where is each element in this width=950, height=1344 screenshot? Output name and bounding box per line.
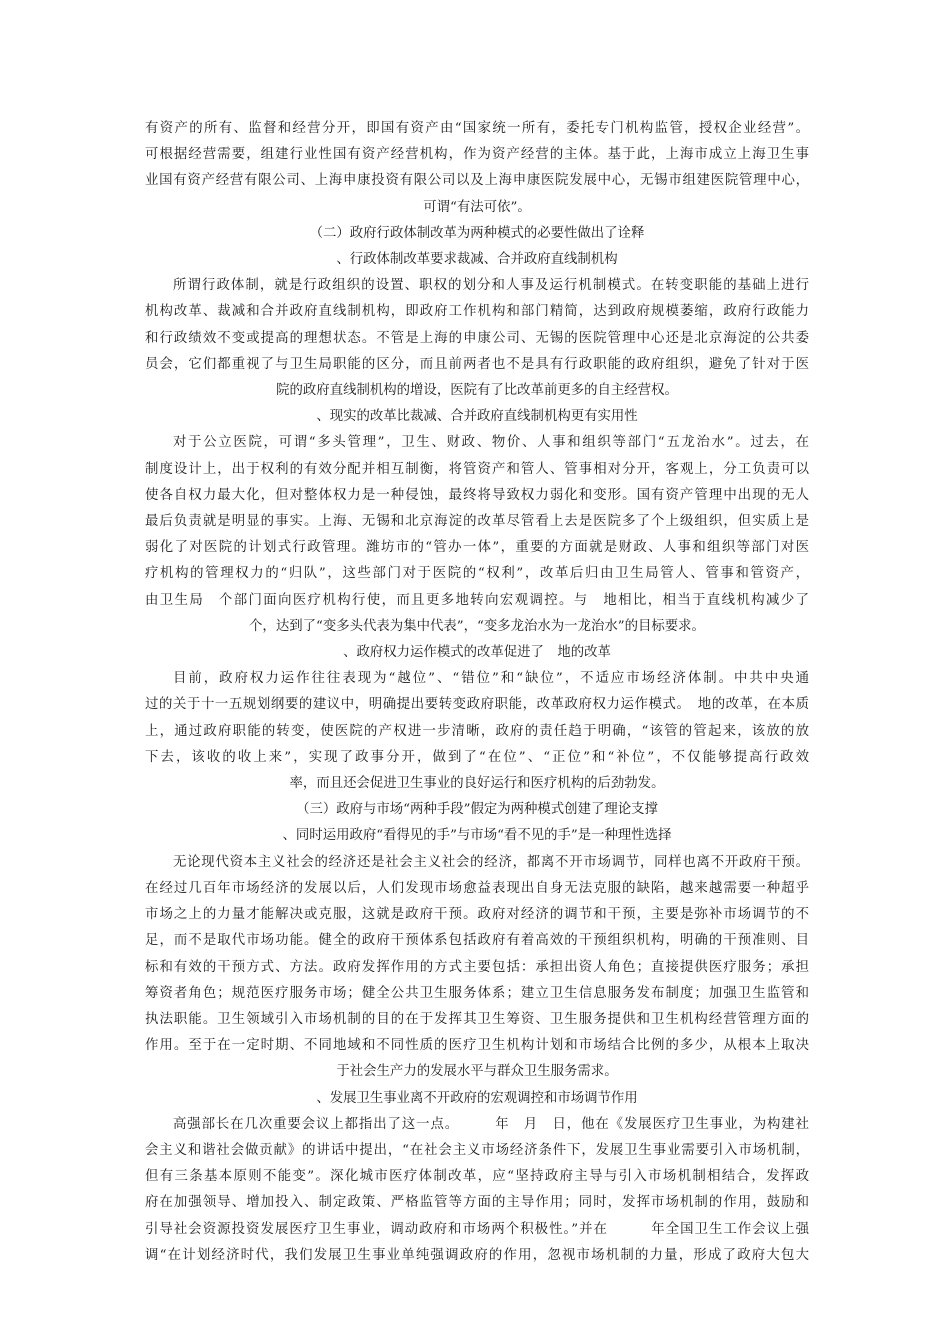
text-line: 无论现代资本主义社会的经济还是社会主义社会的经济，都离不开市场调节，同样也离不开政府干预。 <box>173 854 809 870</box>
text-line: 引导社会资源投资发展医疗卫生事业，调动政府和市场两个积极性。”并在 年全国卫生工作会议上强 <box>145 1221 809 1237</box>
text-line: 制度设计上，出于权利的有效分配并相互制衡，将管资产和管人、管事相对分开，客观上，分工负责可以 <box>145 461 809 477</box>
text-line: 率，而且还会促进卫生事业的良好运行和医疗机构的后劲勃发。 <box>289 776 665 792</box>
text-line: 所谓行政体制，就是行政组织的设置、职权的划分和人事及运行机制模式。在转变职能的基础上进行 <box>173 278 809 294</box>
section-heading: 、现实的改革比裁减、合并政府直线制机构更有实用性 <box>316 409 638 425</box>
text-line: 对于公立医院，可谓“多头管理”，卫生、财政、物价、人事和组织等部门“五龙治水”。过去，在 <box>173 435 809 451</box>
text-line: 高强部长在几次重要会议上都指出了这一点。 年 月 日，他在《发展医疗卫生事业，为构建社 <box>173 1116 809 1132</box>
text-line: 但有三条基本原则不能变”。深化城市医疗体制改革，应“坚持政府主导与引入市场机制相结合，发挥政 <box>145 1169 809 1185</box>
text-line: 足，而不是取代市场功能。健全的政府干预体系包括政府有着高效的干预组织机构，明确的干预准则、目 <box>145 933 809 949</box>
document-page <box>145 116 809 1269</box>
text-line: 由卫生局 个部门面向医疗机构行使，而且更多地转向宏观调控。与 地相比，相当于直线机构减少了 <box>145 592 809 608</box>
section-heading: （三）政府与市场“两种手段”假定为两种模式创建了理论支撑 <box>296 802 658 818</box>
section-heading: 、行政体制改革要求裁减、合并政府直线制机构 <box>336 252 618 268</box>
text-line: 过的关于十一五规划纲要的建议中，明确提出要转变政府职能，改革政府权力运作模式。 地的改革，在本质 <box>145 697 809 713</box>
text-line: 在经过几百年市场经济的发展以后，人们发现市场愈益表现出自身无法克服的缺陷，越来越需要一种超乎 <box>145 880 809 896</box>
text-line: 执法职能。卫生领域引入市场机制的目的在于发挥其卫生筹资、卫生服务提供和卫生机构经营管理方面的 <box>145 1011 809 1027</box>
paragraph <box>145 850 809 1086</box>
text-line: 标和有效的干预方式、方法。政府发挥作用的方式主要包括：承担出资人角色；直接提供医疗服务；承担 <box>145 959 809 975</box>
text-line: 个，达到了“变多头代表为集中代表”，“变多龙治水为一龙治水”的目标要求。 <box>249 618 705 634</box>
text-line: 院的政府直线制机构的增设，医院有了比改革前更多的自主经营权。 <box>276 383 678 399</box>
text-line: 下去，该收的收上来”，实现了政事分开，做到了“在位”、“正位”和“补位”，不仅能够提高行政效 <box>145 749 809 765</box>
text-line: 最后负责就是明显的事实。上海、无锡和北京海淀的改革尽管看上去是医院多了个上级组织，但实质上是 <box>145 514 809 530</box>
text-line: 调“在计划经济时代，我们发展卫生事业单纯强调政府的作用，忽视市场机制的力量，形成了政府大包大 <box>145 1247 809 1263</box>
paragraph <box>145 666 809 797</box>
text-line: 使各自权力最大化，但对整体权力是一种侵蚀，最终将导致权力弱化和变形。国有资产管理中出现的无人 <box>145 487 809 503</box>
text-line: 疗机构的管理权力的“归队”，这些部门对于医院的“权利”，改革后归由卫生局管人、管事和管资产， <box>145 566 809 582</box>
text-line: 府在加强领导、增加投入、制定政策、严格监管等方面的主导作用；同时，发挥市场机制的作用，鼓励和 <box>145 1195 809 1211</box>
text-line: 上，通过政府职能的转变，使医院的产权进一步清晰，政府的责任趋于明确，“该管的管起来，该放的放 <box>145 723 809 739</box>
text-line: 可根据经营需要，组建行业性国有资产经营机构，作为资产经营的主体。基于此，上海市成立上海卫生事 <box>145 147 809 163</box>
text-line: 和行政绩效不变或提高的理想状态。不管是上海的申康公司、无锡的医院管理中心还是北京海淀的公共委 <box>145 330 809 346</box>
paragraph <box>145 430 809 640</box>
text-line: 员会，它们都重视了与卫生局职能的区分，而且前两者也不是具有行政职能的政府组织，避免了针对于医 <box>145 356 809 372</box>
text-line: 作用。至于在一定时期、不同地域和不同性质的医疗卫生机构计划和市场结合比例的多少，从根本上取决 <box>145 1038 809 1054</box>
text-line: 业国有资产经营有限公司、上海申康投资有限公司以及上海申康医院发展中心，无锡市组建医院管理中心， <box>145 173 809 189</box>
text-line: 于社会生产力的发展水平与群众卫生服务需求。 <box>336 1064 618 1080</box>
section-heading: 、发展卫生事业离不开政府的宏观调控和市场调节作用 <box>316 1090 638 1106</box>
section-heading: 、同时运用政府“看得见的手”与市场“看不见的手”是一种理性选择 <box>282 828 672 844</box>
text-line: 会主义和谐社会做贡献》的讲话中提出，“在社会主义市场经济条件下，发展卫生事业需要引入市场机制， <box>145 1142 809 1158</box>
paragraph <box>145 1112 809 1269</box>
text-line: 目前，政府权力运作往往表现为“越位”、“错位”和“缺位”，不适应市场经济体制。中共中央通 <box>173 671 809 687</box>
text-line: 有资产的所有、监督和经营分开，即国有资产由“国家统一所有，委托专门机构监管，授权企业经营”。 <box>145 121 809 136</box>
text-line: 市场之上的力量才能解决或克服，这就是政府干预。政府对经济的调节和干预，主要是弥补市场调节的不 <box>145 907 809 923</box>
section-heading: （二）政府行政体制改革为两种模式的必要性做出了诠释 <box>309 225 645 241</box>
text-line: 弱化了对医院的计划式行政管理。潍坊市的“管办一体”，重要的方面就是财政、人事和组织等部门对医 <box>145 540 809 556</box>
text-line: 机构改革、裁减和合并政府直线制机构，即政府工作机构和部门精简，达到政府规模萎缩，政府行政能力 <box>145 304 809 320</box>
paragraph <box>145 116 809 221</box>
text-line: 筹资者角色；规范医疗服务市场；健全公共卫生服务体系；建立卫生信息服务发布制度；加强卫生监管和 <box>145 985 809 1001</box>
paragraph <box>145 273 809 404</box>
text-line: 可谓“有法可依”。 <box>423 199 531 215</box>
section-heading: 、政府权力运作模式的改革促进了 地的改革 <box>343 645 611 661</box>
